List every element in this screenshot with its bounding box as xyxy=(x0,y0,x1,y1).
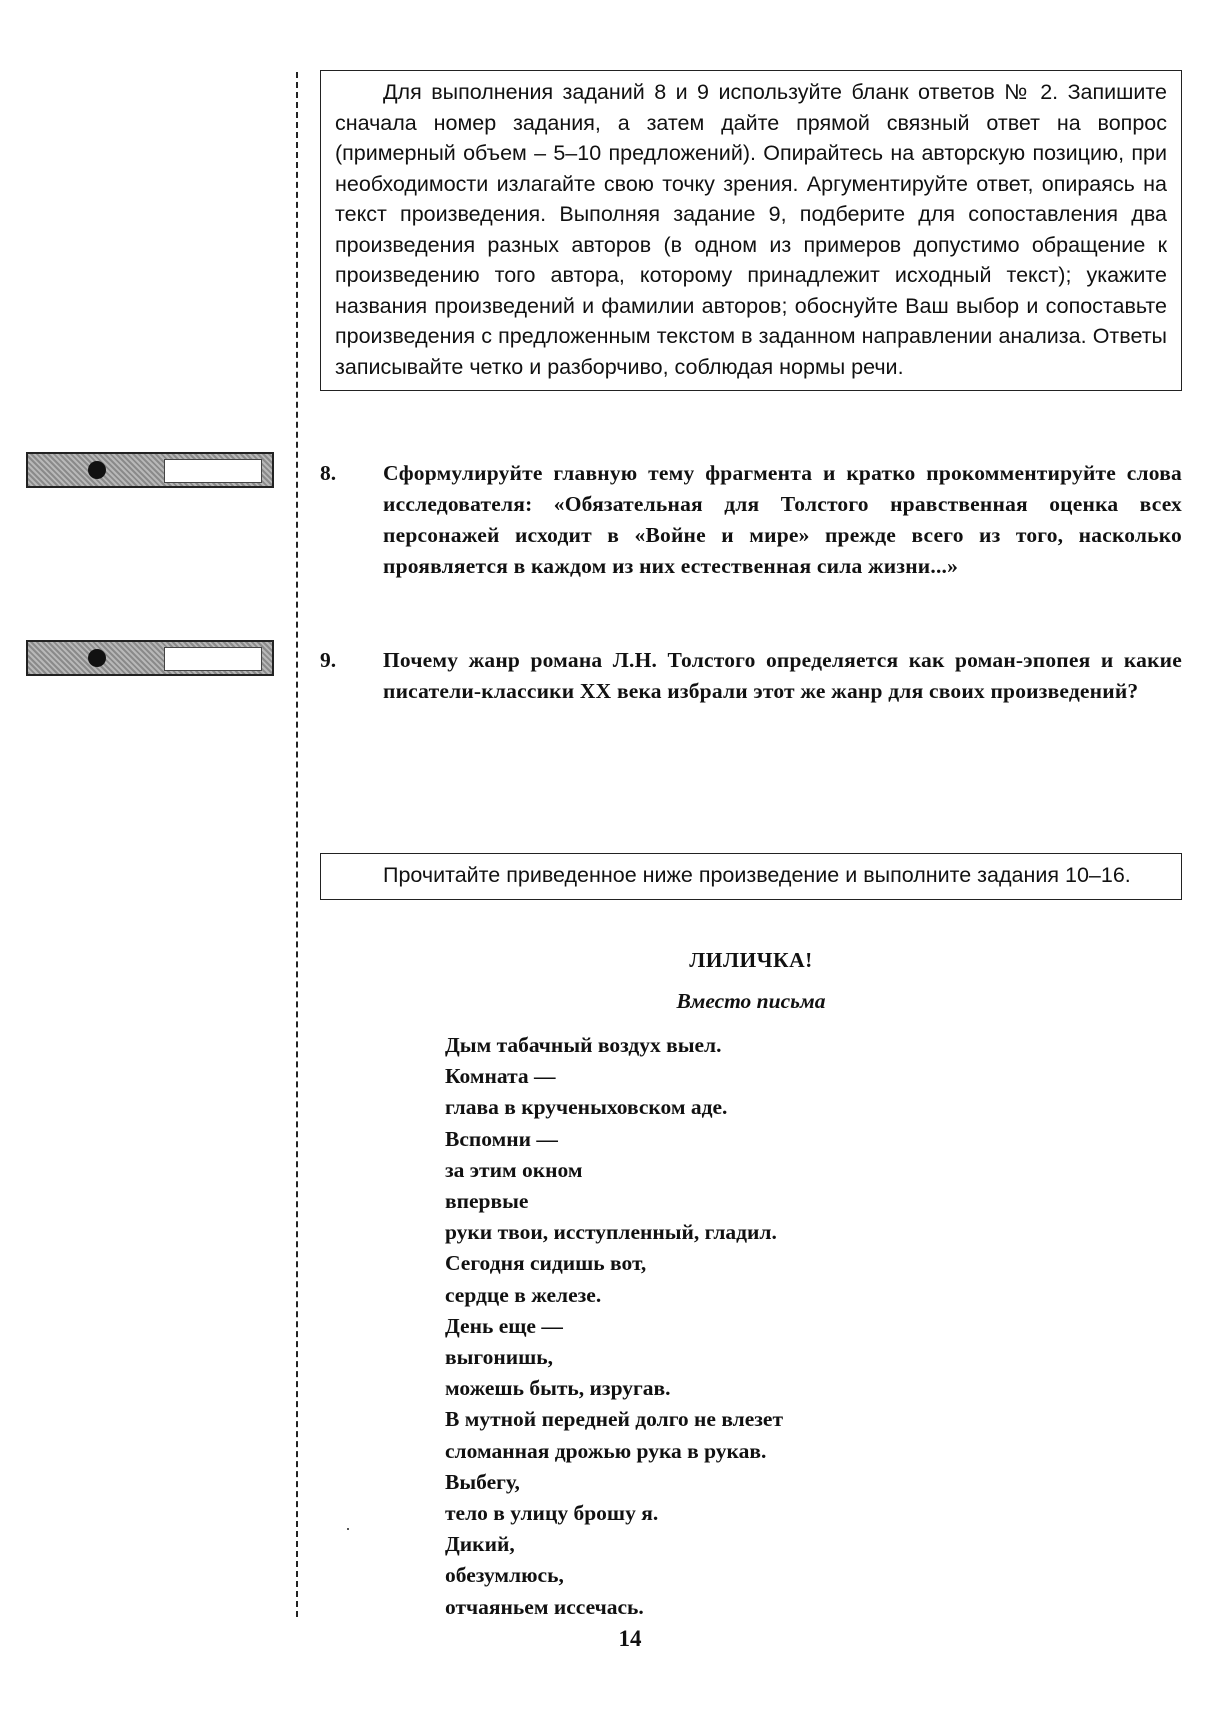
task-number: 9. xyxy=(320,648,337,672)
poem-line: выгонишь, xyxy=(445,1345,554,1370)
poem-line: Сегодня сидишь вот, xyxy=(445,1251,647,1276)
poem-line: глава в крученыховском аде. xyxy=(445,1095,728,1120)
poem-line: Выбегу, xyxy=(445,1469,520,1494)
instruction-text: Для выполнения заданий 8 и 9 используйте бланк ответов № 2. Запишите сначала номер задания, а затем дайте прямой связный ответ на вопрос (примерный объем – 5–10 предложений). Опирайтесь на авторскую позицию, при необходимости излагайте свою точку зрения. Аргументируйте ответ, опираясь на текст произведения. Выполняя задание 9, подберите для сопоставления два произведения разных авторов (в одном из примеров допустимо обращение к произведению того автора, которому принадлежит исходный текст); укажите названия произведений и фамилии авторов; обоснуйте Ваш выбор и сопоставьте произведения с предложенным текстом в заданном направлении анализа. Ответы записывайте четко и разборчиво, соблюдая нормы речи. xyxy=(335,80,1167,379)
poem-line: Дым табачный воздух выел. xyxy=(445,1033,722,1057)
poem-line: обезумлюсь, xyxy=(445,1563,564,1588)
task-number: 8. xyxy=(320,461,337,485)
task-8 xyxy=(320,458,1182,582)
poem-line: отчаяньем иссечась. xyxy=(445,1594,644,1619)
answer-marker-task-9 xyxy=(26,640,274,676)
poem-subtitle: Вместо письма xyxy=(676,989,826,1013)
marker-dot-icon xyxy=(88,649,106,667)
poem-line: В мутной передней долго не влезет xyxy=(445,1407,784,1432)
poem-line: можешь быть, изругав. xyxy=(445,1376,671,1401)
poem-line: Комната — xyxy=(445,1064,556,1089)
task-text: Почему жанр романа Л.Н. Толстого определяется как роман-эпопея и какие писатели-классики XX века избрали этот же жанр для своих произведений? xyxy=(383,648,1182,703)
poem-line: Дикий, xyxy=(445,1532,515,1557)
instruction-text: Прочитайте приведенное ниже произведение и выполните задания 10–16. xyxy=(383,863,1131,887)
cut-line xyxy=(296,72,298,1617)
task-text: Сформулируйте главную тему фрагмента и кратко прокомментируйте слова исследователя: «Обязательная для Толстого нравственная оценка всех персонажей исходит в «Войне и мире» прежде всего из того, насколько проявляется в каждом из них естественная сила жизни...» xyxy=(383,461,1182,578)
poem-line: Вспомни — xyxy=(445,1126,558,1151)
marker-answer-field xyxy=(164,459,262,483)
poem-line: руки твои, исступленный, гладил. xyxy=(445,1220,777,1245)
poem-line: сломанная дрожью рука в рукав. xyxy=(445,1438,767,1463)
poem-body xyxy=(445,1030,783,1623)
poem-line: впервые xyxy=(445,1189,529,1214)
marker-answer-field xyxy=(164,647,262,671)
poem-line: День еще — xyxy=(445,1313,563,1338)
poem-line: тело в улицу брошу я. xyxy=(445,1501,659,1526)
marker-dot-icon xyxy=(88,461,106,479)
instruction-box-tasks-10-16 xyxy=(320,853,1182,900)
poem-line: за этим окном xyxy=(445,1157,583,1182)
poem-line: сердце в железе. xyxy=(445,1282,602,1307)
task-9 xyxy=(320,645,1182,707)
poem-title: ЛИЛИЧКА! xyxy=(689,948,813,972)
page-number: 14 xyxy=(618,1626,642,1651)
answer-marker-task-8 xyxy=(26,452,274,488)
instruction-box-tasks-8-9 xyxy=(320,70,1182,391)
scan-speck xyxy=(347,1528,349,1530)
